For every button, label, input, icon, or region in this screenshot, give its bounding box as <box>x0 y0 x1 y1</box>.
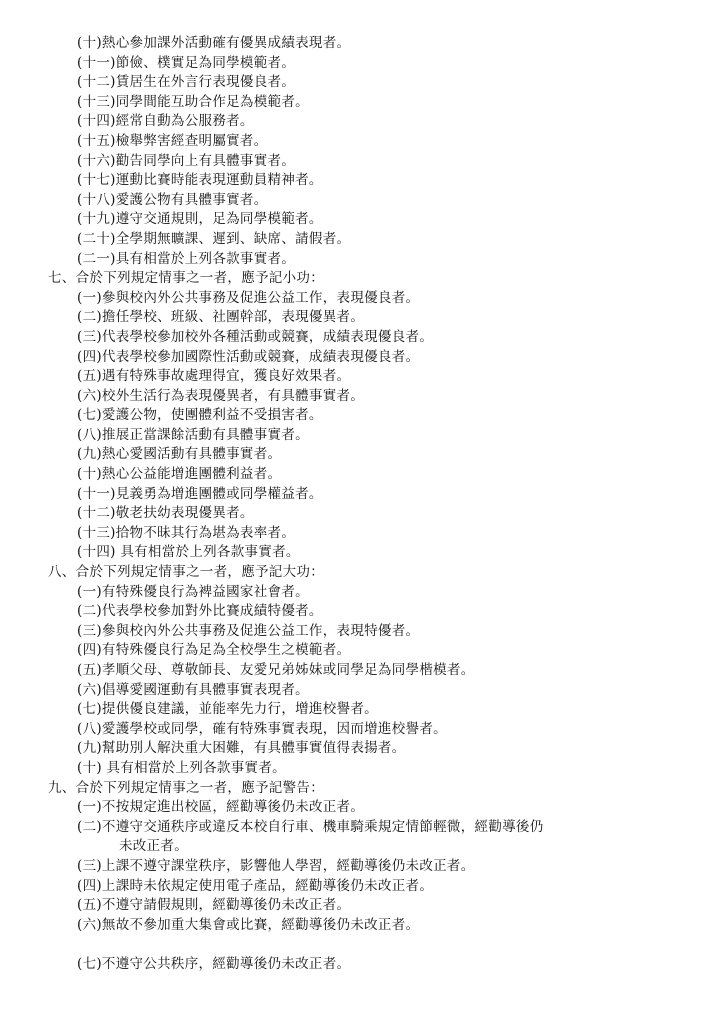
list-item: (六)校外生活行為表現優異者，有具體事實者。 <box>77 387 365 404</box>
list-item: (九)熱心愛國活動有具體事實者。 <box>77 446 282 463</box>
list-item: (三)代表學校參加校外各種活動或競賽，成績表現優良者。 <box>77 328 434 345</box>
list-item: (十四) 具有相當於上列各款事實者。 <box>77 544 300 561</box>
document-body <box>0 34 724 975</box>
list-item: (十四)經常自動為公服務者。 <box>77 113 254 130</box>
list-item: (五)孝順父母、尊敬師長、友愛兄弟姊妹或同學足為同學楷模者。 <box>77 662 475 678</box>
list-item: (二)代表學校參加對外比賽成績特優者。 <box>77 603 323 620</box>
list-item: (四)代表學校參加國際性活動或競賽，成績表現優良者。 <box>77 348 420 365</box>
list-item: (八)愛護學校或同學，確有特殊事實表現，因而增進校譽者。 <box>77 720 447 737</box>
list-item: (十九)遵守交通規則，足為同學模範者。 <box>77 211 323 228</box>
list-item: (六)無故不參加重大集會或比賽，經勸導後仍未改正者。 <box>77 916 420 933</box>
list-item: (十)熱心公益能增進團體利益者。 <box>77 466 282 483</box>
list-item: (七)不遵守公共秩序，經勸導後仍未改正者。 <box>77 955 351 972</box>
section-heading-9: 九、合於下列規定情事之一者，應予記警告： <box>48 779 324 796</box>
list-item: (九)幫助別人解決重大困難，有具體事實值得表揚者。 <box>77 740 406 757</box>
list-item: (三)參與校內外公共事務及促進公益工作，表現特優者。 <box>77 622 420 639</box>
list-item: (十七)運動比賽時能表現運動員精神者。 <box>77 172 323 189</box>
blank-gap <box>0 935 724 955</box>
list-item: (十八)愛護公物有具體事實者。 <box>77 191 268 208</box>
section-heading-8: 八、合於下列規定情事之一者，應予記大功： <box>48 564 324 581</box>
list-item: (十二)賃居生在外言行表現優良者。 <box>77 74 296 91</box>
list-item: (二一)具有相當於上列各款事實者。 <box>77 250 296 267</box>
list-item: (八)推展正當課餘活動有具體事實者。 <box>77 426 309 443</box>
list-item: (十二)敬老扶幼表現優異者。 <box>77 505 254 522</box>
list-item: (七)提供優良建議，並能率先力行，增進校譽者。 <box>77 701 378 718</box>
list-item: (十)熱心參加課外活動確有優異成績表現者。 <box>77 35 351 51</box>
list-item-continuation: 未改正者。 <box>119 838 188 855</box>
list-item: (二十)全學期無曠課、遲到、缺席、請假者。 <box>77 230 351 247</box>
list-item: (四)有特殊優良行為足為全校學生之模範者。 <box>77 642 351 659</box>
list-item: (十三)拾物不昧其行為堪為表率者。 <box>77 524 296 541</box>
list-item: (十三)同學間能互助合作足為模範者。 <box>77 93 309 110</box>
list-item: (十五)檢舉弊害經查明屬實者。 <box>77 132 268 149</box>
list-item: (七)愛護公物，使團體利益不受損害者。 <box>77 407 323 424</box>
list-item: (十一)節儉、樸實足為同學模範者。 <box>77 54 296 71</box>
list-item: (一)有特殊優良行為裨益國家社會者。 <box>77 583 309 600</box>
list-item: (五)遇有特殊事故處理得宜，獲良好效果者。 <box>77 368 351 385</box>
list-item: (十一)見義勇為增進團體或同學權益者。 <box>77 485 323 502</box>
list-item: (二)不遵守交通秩序或違反本校自行車、機車騎乘規定情節輕微，經勸導後仍 <box>77 818 544 835</box>
list-item: (二)擔任學校、班級、社團幹部，表現優異者。 <box>77 309 365 326</box>
list-item: (六)倡導愛國運動有具體事實表現者。 <box>77 681 309 698</box>
list-item: (十六)勸告同學向上有具體事實者。 <box>77 152 296 169</box>
list-item: (四)上課時未依規定使用電子產品，經勸導後仍未改正者。 <box>77 877 434 894</box>
list-item: (三)上課不遵守課堂秩序，影響他人學習，經勸導後仍未改正者。 <box>77 857 475 874</box>
list-item: (十) 具有相當於上列各款事實者。 <box>77 759 286 776</box>
list-item: (一)不按規定進出校區，經勸導後仍未改正者。 <box>77 799 365 816</box>
list-item: (五)不遵守請假規則，經勸導後仍未改正者。 <box>77 897 351 914</box>
list-item: (一)參與校內外公共事務及促進公益工作，表現優良者。 <box>77 289 420 306</box>
section-heading-7: 七、合於下列規定情事之一者，應予記小功： <box>48 270 324 287</box>
